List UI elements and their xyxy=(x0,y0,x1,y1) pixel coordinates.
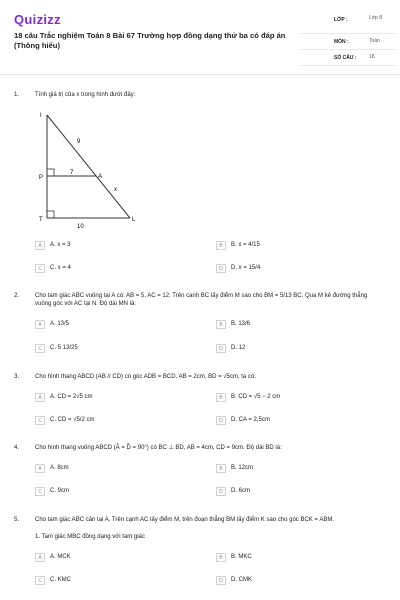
option-text: A. 8cm xyxy=(50,465,69,471)
meta-row-socau xyxy=(300,50,396,66)
meta-row-mon xyxy=(300,34,396,50)
question-number: 1. xyxy=(14,91,20,98)
option-letter-box: D xyxy=(216,264,226,273)
question-number: 3. xyxy=(14,373,20,380)
brand-logo: Quizizz xyxy=(14,12,61,27)
label-x: x xyxy=(114,187,117,193)
option-letter-box: D xyxy=(216,344,226,353)
option-letter-box: B xyxy=(216,464,226,473)
question-text: Cho hình thang vuông ABCD (Â = D̂ = 90°) có BC ⊥ BD, AB = 4cm, CD = 9cm. Độ dài BD là: xyxy=(35,445,282,451)
option-text: B. MKC xyxy=(231,554,252,560)
option-text: A. 13/5 xyxy=(50,321,70,327)
page-title: 18 câu Trắc nghiệm Toán 8 Bài 67 Trường hợp đồng dạng thứ ba có đáp án (Thông hiểu) xyxy=(14,31,286,50)
option-text: A. x = 3 xyxy=(50,242,71,248)
option-text: C. 5 13/25 xyxy=(50,345,78,351)
geometry-figure xyxy=(35,103,155,238)
label-nine: 9 xyxy=(77,139,81,145)
label-a: A xyxy=(98,174,103,180)
option-letter-box: A xyxy=(35,553,45,562)
option-letter-box: D xyxy=(216,416,226,425)
option-text: C. KMC xyxy=(50,577,71,583)
option-letter-box: D xyxy=(216,487,226,496)
option-text: A. CD = 2√5 cm xyxy=(50,394,93,400)
option-letter-box: B xyxy=(216,553,226,562)
header xyxy=(0,0,400,75)
option-letter-box: C xyxy=(35,487,45,496)
option-text: B. x = 4/15 xyxy=(231,242,260,248)
option-text: C. 9cm xyxy=(50,488,70,494)
meta-socau-value: 18 xyxy=(369,54,375,60)
option-text: C. x = 4 xyxy=(50,265,71,271)
meta-socau-label: SỐ CÂU : xyxy=(334,55,357,61)
label-p: P xyxy=(39,175,44,181)
option-text: D. x = 15/4 xyxy=(231,265,261,271)
meta-mon-value: Toán xyxy=(369,38,380,44)
meta-lop-value: Lớp 8 xyxy=(369,15,383,21)
question-number: 2. xyxy=(14,292,20,299)
option-letter-box: B xyxy=(216,241,226,250)
option-text: D. CMK xyxy=(231,577,252,583)
option-letter-box: D xyxy=(216,576,226,585)
option-letter-box: A xyxy=(35,241,45,250)
option-text: A. MCK xyxy=(50,554,71,560)
option-text: B. 12cm xyxy=(231,465,254,471)
option-letter-box: B xyxy=(216,320,226,329)
label-seven: 7 xyxy=(70,170,74,176)
triangle-diagram xyxy=(35,103,155,233)
option-text: D. CA = 2,5cm xyxy=(231,417,270,423)
option-letter-box: A xyxy=(35,320,45,329)
option-text: D. 6cm xyxy=(231,488,251,494)
question-number: 4. xyxy=(14,444,20,451)
question-number: 5. xyxy=(14,516,20,523)
label-l: L xyxy=(132,217,136,223)
question-text: Cho tam giác ABC cân tại A. Trên cạnh AC lấy điểm M, trên đoạn thẳng BM lấy điểm K sao cho góc BCK = ABM. xyxy=(35,517,334,523)
label-ten: 10 xyxy=(77,224,84,230)
question-text: Cho tam giác ABC vuông tại A có: AB = 5, AC = 12. Trên cạnh BC lấy điểm M sao cho BM = 5/13 BC. Qua M kẻ đường thẳng vuông góc với AC tại N. Độ dài MN là: xyxy=(35,293,368,307)
question-text: Tính giá trị của x trong hình dưới đây: xyxy=(35,92,136,98)
meta-lop-label: LỚP : xyxy=(334,17,348,23)
label-i: I xyxy=(40,113,42,119)
meta-table xyxy=(300,12,396,66)
option-text: B. 13/6 xyxy=(231,321,251,327)
meta-row-lop xyxy=(300,12,396,34)
option-letter-box: B xyxy=(216,393,226,402)
option-letter-box: C xyxy=(35,264,45,273)
label-t: T xyxy=(39,217,43,223)
option-letter-box: C xyxy=(35,576,45,585)
option-letter-box: A xyxy=(35,464,45,473)
option-letter-box: C xyxy=(35,344,45,353)
meta-mon-label: MÔN : xyxy=(334,39,349,45)
option-text: B. CD = √5 − 2 cm xyxy=(231,394,281,400)
question-text: Cho hình thang ABCD (AB // CD) có góc ADB = BCD, AB = 2cm, BD = √5cm, ta có: xyxy=(35,374,256,380)
option-letter-box: C xyxy=(35,416,45,425)
option-letter-box: A xyxy=(35,393,45,402)
sub-question: 1. Tam giác MBC đồng dạng với tam giác xyxy=(35,534,145,540)
option-text: C. CD = √5/2 cm xyxy=(50,417,95,423)
option-text: D. 12 xyxy=(231,345,246,351)
